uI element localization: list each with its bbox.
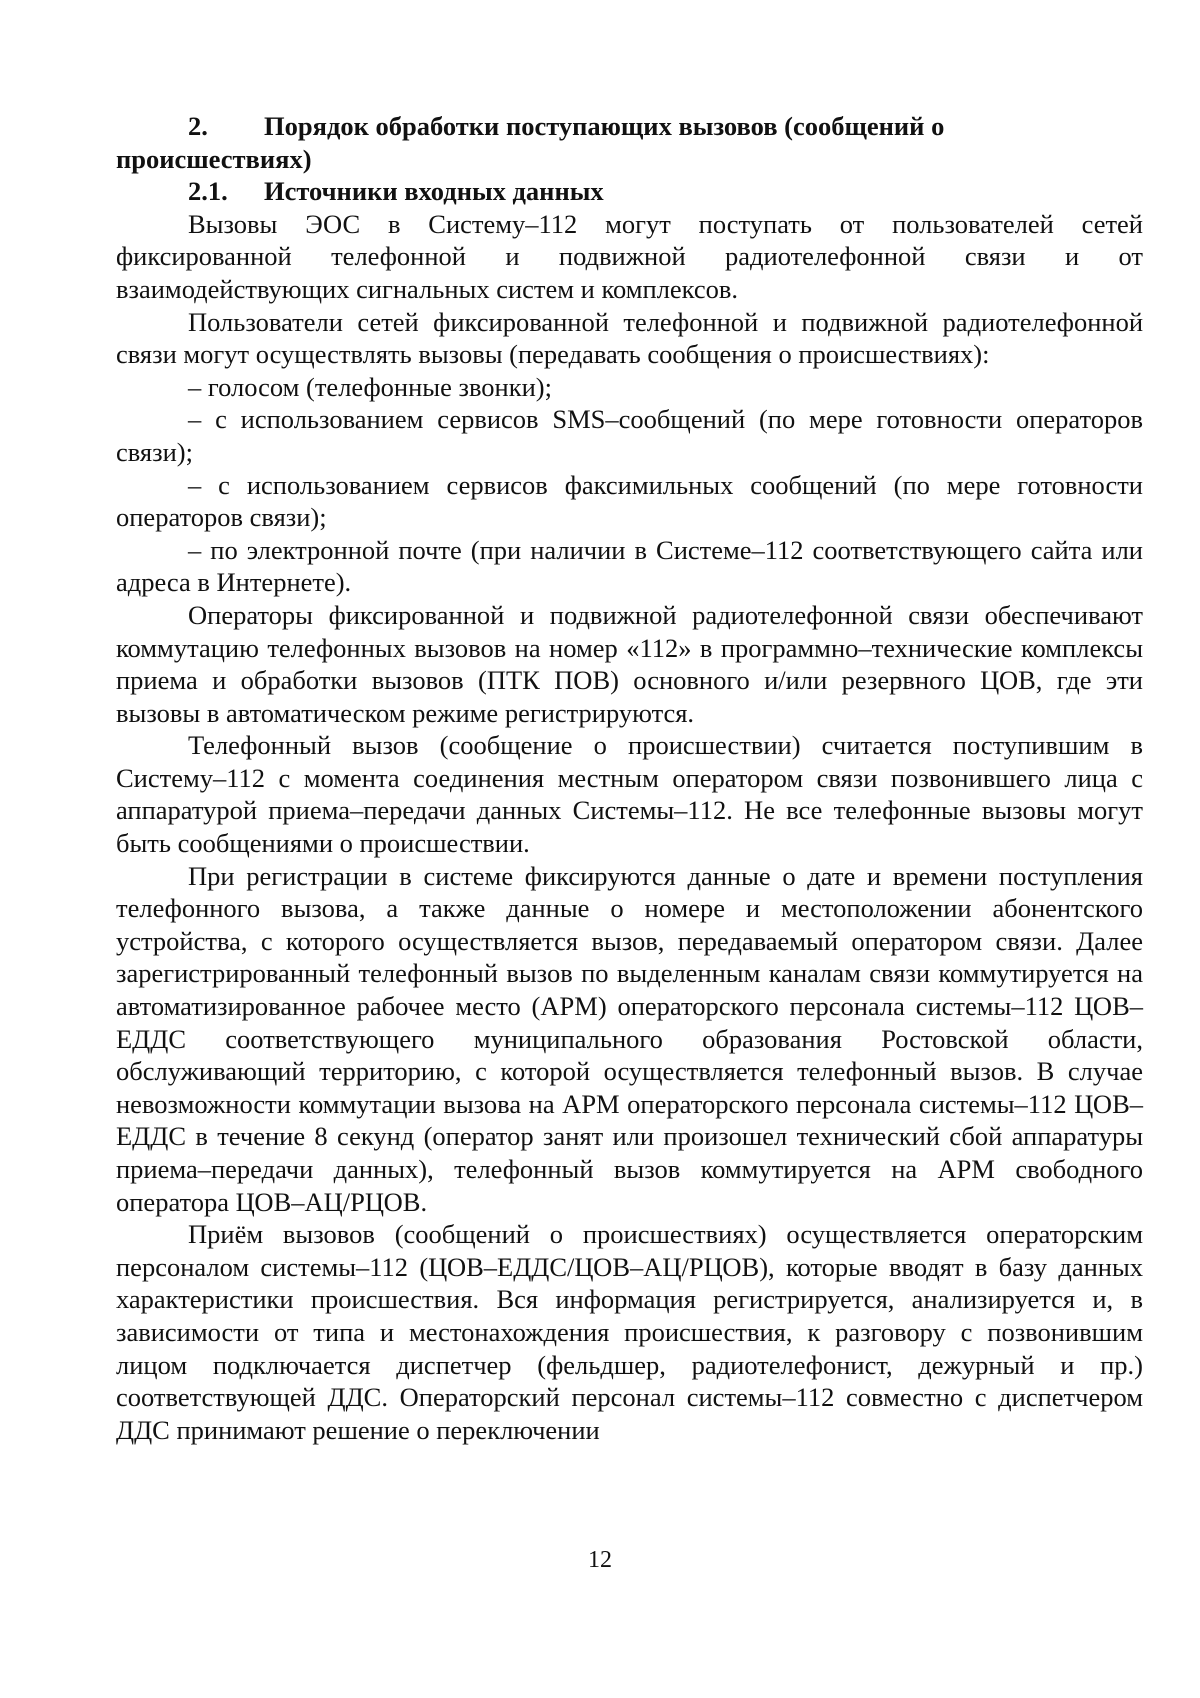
paragraph: Пользователи сетей фиксированной телефонной и подвижной радиотелефонной связи могут осуществлять вызовы (передавать сообщения о происшествиях):	[116, 306, 1143, 370]
section-title: Порядок обработки поступающих вызовов (сообщений о	[264, 111, 945, 141]
list-item: – по электронной почте (при наличии в Системе–112 соответствующего сайта или адреса в Интернете).	[116, 534, 1143, 598]
list-item: – голосом (телефонные звонки);	[188, 371, 552, 402]
paragraph: Телефонный вызов (сообщение о происшествии) считается поступившим в Систему–112 с момента соединения местным оператором связи позвонившего лица с аппаратурой приема–передачи данных Системы–112. Не все телефонные вызовы могут быть сообщениями о происшествии.	[116, 730, 1143, 859]
section-number: 2.	[188, 111, 208, 141]
section-heading	[116, 110, 1143, 175]
subsection-number: 2.1.	[188, 176, 228, 207]
page-number: 12	[588, 1547, 612, 1573]
document-body	[116, 110, 1143, 1446]
paragraph: Операторы фиксированной и подвижной радиотелефонной связи обеспечивают коммутацию телефонных вызовов на номер «112» в программно–технические комплексы приема и обработки вызовов (ПТК ПОВ) основного и/или резервного ЦОВ, где эти вызовы в автоматическом режиме регистрируются.	[116, 599, 1143, 728]
paragraph: Приём вызовов (сообщений о происшествиях) осуществляется операторским персоналом системы–112 (ЦОВ–ЕДДС/ЦОВ–АЦ/РЦОВ), которые вводят в базу данных характеристики происшествия. Вся информация регистрируется, анализируется и, в зависимости от типа и местонахождения происшествия, к разговору с позвонившим лицом подключается диспетчер (фельдшер, радиотелефонист, дежурный и пр.) соответствующей ДДС. Операторский персонал системы–112 совместно с диспетчером ДДС принимают решение о переключении	[116, 1219, 1143, 1445]
section-title-continuation: происшествиях)	[116, 143, 312, 174]
list-item: – с использованием сервисов факсимильных сообщений (по мере готовности операторов связи);	[116, 469, 1143, 533]
list-item: – с использованием сервисов SMS–сообщений (по мере готовности операторов связи);	[116, 404, 1143, 467]
paragraph: Вызовы ЭОС в Систему–112 могут поступать от пользователей сетей фиксированной телефонной и подвижной радиотелефонной связи и от взаимодействующих сигнальных систем и комплексов.	[116, 208, 1143, 304]
paragraph: При регистрации в системе фиксируются данные о дате и времени поступления телефонного вызова, а также данные о номере и местоположении абонентского устройства, с которого осуществляется вызов, передаваемый оператором связи. Далее зарегистрированный телефонный вызов по выделенным каналам связи коммутируется на автоматизированное рабочее место (АРМ) операторского персонала системы–112 ЦОВ–ЕДДС соответствующего муниципального образования Ростовской области, обслуживающий территорию, с которой осуществляется телефонный вызов. В случае невозможности коммутации вызова на АРМ операторского персонала системы–112 ЦОВ–ЕДДС в течение 8 секунд (оператор занят или произошел технический сбой аппаратуры приема–передачи данных), телефонный вызов коммутируется на АРМ свободного оператора ЦОВ–АЦ/РЦОВ.	[116, 860, 1143, 1217]
subsection-heading	[116, 175, 1143, 208]
subsection-title: Источники входных данных	[264, 176, 604, 207]
